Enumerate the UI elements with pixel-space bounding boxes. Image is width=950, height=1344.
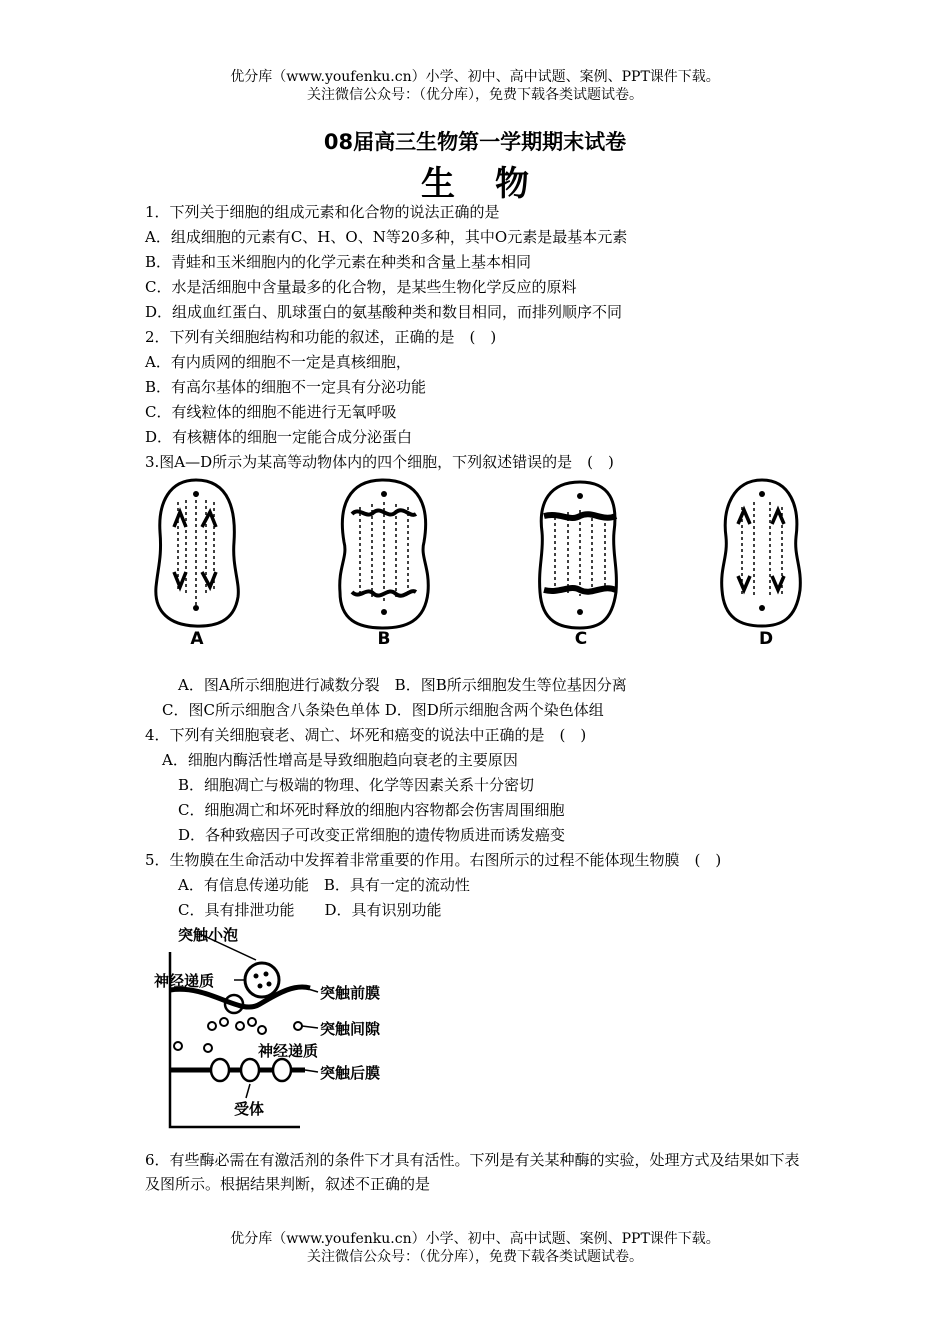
synapse-figure (150, 922, 420, 1132)
q4-option-b: B．细胞凋亡与极端的物理、化学等因素关系十分密切 (178, 776, 535, 794)
q4-option-c: C．细胞凋亡和坏死时释放的细胞内容物都会伤害周围细胞 (178, 801, 565, 819)
cell-division-figure (140, 472, 820, 652)
label-receptor: 受体 (234, 1100, 265, 1118)
q3-options-ab: A．图A所示细胞进行减数分裂 B．图B所示细胞发生等位基因分离 (178, 676, 627, 694)
cell-b (340, 480, 429, 628)
cell-label-d: D (758, 629, 774, 649)
q5-stem: 5．生物膜在生命活动中发挥着非常重要的作用。右图所示的过程不能体现生物膜 ( ) (145, 851, 722, 869)
label-presynaptic-membrane: 突触前膜 (320, 984, 381, 1002)
q1-option-c: C．水是活细胞中含量最多的化合物，是某些生物化学反应的原料 (145, 278, 577, 296)
exam-title: 08届高三生物第一学期期末试卷 (323, 130, 627, 154)
q1-option-b: B．青蛙和玉米细胞内的化学元素在种类和含量上基本相同 (145, 253, 532, 271)
q4-option-d: D．各种致癌因子可改变正常细胞的遗传物质进而诱发癌变 (178, 826, 566, 844)
footer-line-2: 关注微信公众号：（优分库），免费下载各类试题试卷。 (307, 1249, 643, 1265)
q5-options-ab: A．有信息传递功能 B．具有一定的流动性 (178, 876, 470, 894)
q2-option-c: C．有线粒体的细胞不能进行无氧呼吸 (145, 403, 397, 421)
label-synaptic-cleft: 突触间隙 (320, 1020, 381, 1038)
cell-d (722, 480, 801, 626)
q2-option-a: A．有内质网的细胞不一定是真核细胞， (145, 353, 411, 371)
cell-label-b: B (377, 629, 391, 649)
q3-options-cd: C．图C所示细胞含八条染色单体 D．图D所示细胞含两个染色体组 (162, 701, 604, 719)
cell-c (540, 482, 617, 628)
q4-stem: 4．下列有关细胞衰老、凋亡、坏死和癌变的说法中正确的是 ( ) (145, 726, 587, 744)
footer-line-1: 优分库（www.youfenku.cn）小学、初中、高中试题、案例、PPT课件下载。 (230, 1231, 720, 1247)
q2-option-d: D．有核糖体的细胞一定能合成分泌蛋白 (145, 428, 413, 446)
q4-option-a: A．细胞内酶活性增高是导致细胞趋向衰老的主要原因 (162, 751, 518, 769)
header-line-2: 关注微信公众号：（优分库），免费下载各类试题试卷。 (307, 87, 643, 103)
label-neurotransmitter-2: 神经递质 (258, 1042, 319, 1060)
q6-text: 6．有些酶必需在有激活剂的条件下才具有活性。下列是有关某种酶的实验，处理方式及结果如下表及图所示。根据结果判断，叙述不正确的是 (145, 1151, 800, 1193)
q3-stem: 3.图A—D所示为某高等动物体内的四个细胞，下列叙述错误的是 ( ) (145, 453, 614, 471)
header-line-1: 优分库（www.youfenku.cn）小学、初中、高中试题、案例、PPT课件下载。 (230, 69, 720, 85)
label-postsynaptic-membrane: 突触后膜 (320, 1064, 381, 1082)
q5-options-cd: C．具有排泄功能 D．具有识别功能 (178, 901, 442, 919)
cell-a (156, 480, 238, 626)
q2-option-b: B．有高尔基体的细胞不一定具有分泌功能 (145, 378, 427, 396)
cell-label-a: A (190, 629, 204, 649)
q2-stem: 2．下列有关细胞结构和功能的叙述，正确的是 ( ) (145, 328, 497, 346)
cell-label-c: C (574, 629, 588, 649)
label-synaptic-vesicle: 突触小泡 (178, 926, 239, 944)
q1-option-a: A．组成细胞的元素有C、H、O、N等20多种，其中O元素是最基本元素 (145, 228, 628, 246)
q1-option-d: D．组成血红蛋白、肌球蛋白的氨基酸种类和数目相同，而排列顺序不同 (145, 303, 623, 321)
exam-subtitle: 生物 (421, 164, 569, 204)
label-neurotransmitter-1: 神经递质 (154, 972, 215, 990)
q1-stem: 1．下列关于细胞的组成元素和化合物的说法正确的是 (145, 203, 500, 221)
